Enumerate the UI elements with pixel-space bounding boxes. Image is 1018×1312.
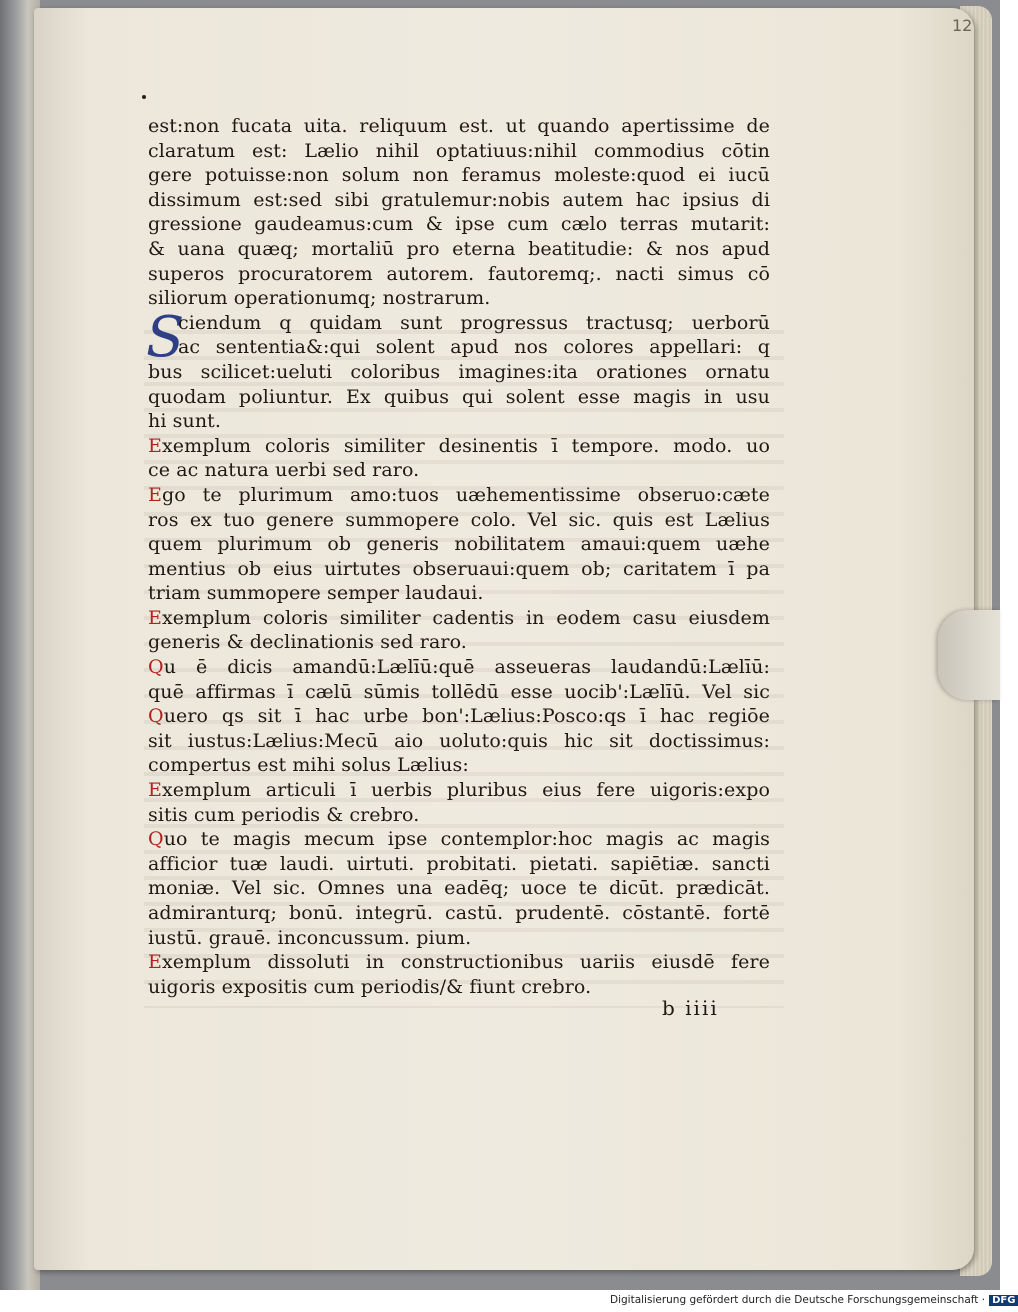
digitization-credit	[610, 1294, 1018, 1306]
text-line: ac sententia&:qui solent apud nos colores appellari: q	[178, 336, 770, 359]
text-line: quodam poliuntur. Ex quibus qui solent esse magis in usu	[148, 385, 770, 408]
text-line: quē affirmas ī cælū sūmis tollēdū esse uocib':Lælīū. Vel sic	[148, 680, 770, 703]
text-line: Ego te plurimum amo:tuos uæhementissime obseruo:cæte	[148, 483, 770, 506]
text-line: moniæ. Vel sic. Omnes una eadēq; uoce te dicūt. prædicāt.	[148, 877, 770, 900]
rubricated-capital: Q	[148, 705, 164, 728]
rubricated-capital: Q	[148, 656, 164, 679]
text-line: est:non fucata uita. reliquum est. ut quando apertissime de	[148, 115, 770, 137]
dfg-logo: DFG	[989, 1295, 1018, 1306]
rubricated-capital: E	[148, 779, 162, 802]
text-line: quem plurimum ob generis nobilitatem amaui:quem uæhe	[148, 533, 770, 556]
credit-text: Digitalisierung gefördert durch die Deutsche Forschungsgemeinschaft ·	[610, 1294, 986, 1306]
rubricated-capital: E	[148, 951, 162, 974]
text-line: ce ac natura uerbi sed raro.	[148, 459, 420, 482]
text-line: claratum est: Lælio nihil optatiuus:nihil commodius cōtin	[148, 139, 770, 162]
folio-number: 12	[952, 16, 973, 35]
text-line: afficior tuæ laudi. uirtuti. probitati. pietati. sapiētiæ. sancti	[148, 852, 770, 875]
text-line: compertus est mihi solus Lælius:	[148, 754, 469, 777]
text-line: Qu ē dicis amandū:Lælīū:quē asseueras laudandū:Lælīū:	[148, 656, 770, 679]
page-clip	[938, 610, 1000, 700]
text-line: & uana quæq; mortaliū pro eterna beatitudie: & nos apud	[148, 237, 770, 260]
signature-mark: b iiii	[662, 996, 719, 1020]
rubricated-capital: Q	[148, 828, 164, 851]
decorated-initial: S	[146, 305, 185, 370]
rubricated-capital: E	[148, 434, 162, 457]
text-line: sitis cum periodis & crebro.	[148, 803, 420, 826]
ink-dot	[142, 95, 146, 99]
text-line: hi sunt.	[148, 410, 222, 433]
text-line: iustū. grauē. inconcussum. pium.	[148, 926, 472, 949]
text-line: Quero qs sit ī hac urbe bon':Lælius:Posco:qs ī hac regiōe	[148, 705, 770, 728]
rubricated-capital: E	[148, 606, 162, 629]
text-line: generis & declinationis sed raro.	[148, 631, 467, 654]
text-line: Exemplum articuli ī uerbis pluribus eius fere uigoris:expo	[148, 779, 770, 802]
text-line: dissimum est:sed sibi gratulemur:nobis autem hac ipsius di	[148, 188, 770, 211]
text-line: bus scilicet:ueluti coloribus imagines:ita orationes ornatu	[148, 360, 770, 383]
text-line: Exemplum coloris similiter desinentis ī tempore. modo. uo	[148, 434, 770, 457]
text-line: triam summopere semper laudaui.	[148, 582, 484, 605]
text-line: Exemplum dissoluti in constructionibus uariis eiusdē fere	[148, 951, 770, 974]
text-line: ros ex tuo genere summopere colo. Vel sic. quis est Lælius	[148, 508, 770, 531]
text-line: ciendum q quidam sunt progressus tractusq; uerborū	[178, 311, 770, 334]
text-line: siliorum operationumq; nostrarum.	[148, 287, 491, 310]
text-line: superos procuratorem autorem. fautoremq;. nacti simus cō	[148, 262, 770, 285]
text-line: uigoris expositis cum periodis/& fiunt crebro.	[148, 975, 592, 998]
text-line: Quo te magis mecum ipse contemplor:hoc magis ac magis	[148, 828, 770, 851]
text-line: admiranturq; bonū. integrū. castū. prudentē. cōstantē. fortē	[148, 902, 770, 924]
text-line: sit iustus:Lælius:Mecū aio uoluto:quis hic sit doctissimus:	[148, 729, 770, 752]
text-column	[148, 114, 770, 999]
text-line: Exemplum coloris similiter cadentis in eodem casu eiusdem	[148, 606, 770, 629]
text-line: gressione gaudeamus:cum & ipse cum cælo terras mutarit:	[148, 213, 770, 236]
rubricated-capital: E	[148, 483, 162, 506]
text-line: mentius ob eius uirtutes obseruaui:quem ob; caritatem ī pa	[148, 557, 770, 580]
text-line: gere potuisse:non solum non feramus moleste:quod ei iucū	[148, 164, 770, 187]
